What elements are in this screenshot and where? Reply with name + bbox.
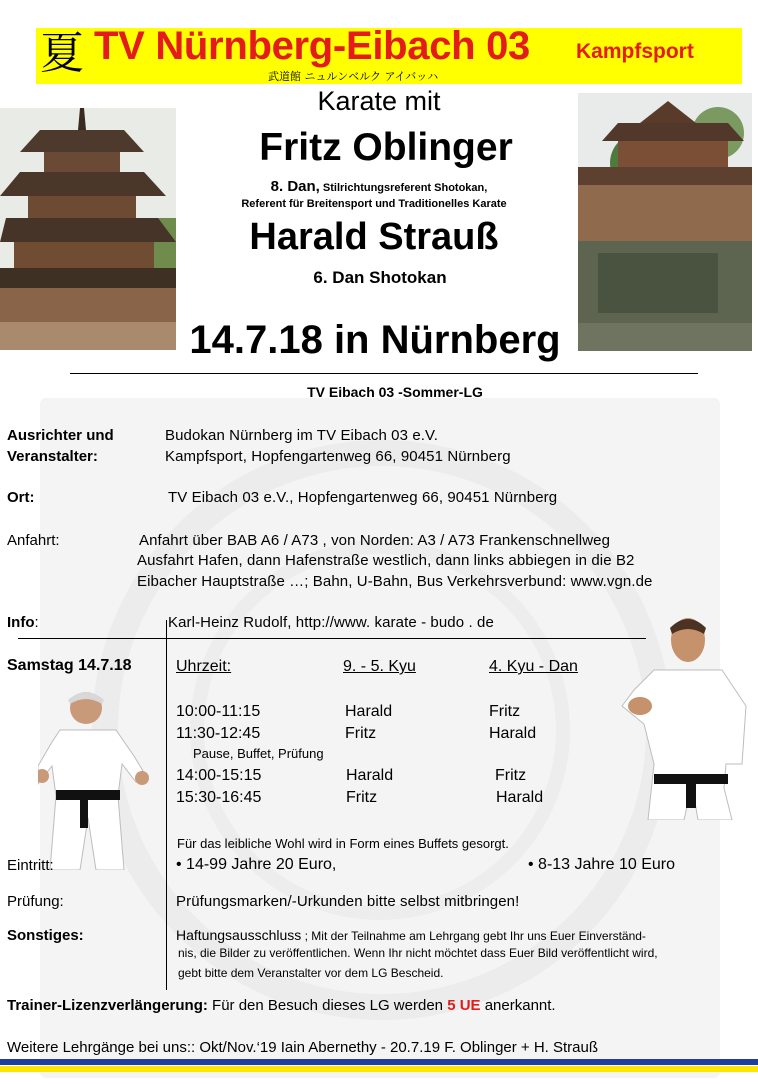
organizer-label-1: Ausrichter und: [7, 427, 114, 444]
schedule-group1-header: 9. - 5. Kyu: [343, 658, 416, 675]
karateka-photo-left: [38, 686, 150, 870]
misc-line-1: [176, 927, 646, 945]
organizer-value-2: Kampfsport, Hopfengartenweg 66, 90451 Nürnberg: [165, 448, 511, 465]
schedule-row-2-group2: Harald: [489, 725, 537, 742]
schedule-row-3-group1: Harald: [346, 767, 394, 784]
fees-child: • 8-13 Jahre 10 Euro: [528, 856, 676, 873]
license-text-before: Für den Besuch dieses LG werden: [212, 997, 444, 1014]
trainer2-name: Harald Strauß: [249, 216, 499, 258]
club-title: TV Nürnberg-Eibach 03: [94, 24, 531, 68]
arrival-label: Anfahrt:: [7, 532, 60, 549]
schedule-row-2-group1: Fritz: [345, 725, 377, 742]
schedule-row-1-group2: Fritz: [489, 703, 521, 720]
summer-kanji: 夏: [40, 28, 84, 79]
japanese-subtitle: 武道館 ニュルンベルク アイバッハ: [268, 70, 439, 83]
event-date-place: 14.7.18 in Nürnberg: [189, 318, 561, 362]
misc-line-2: nis, die Bilder zu veröffentlichen. Wenn Ihr nicht möchtet dass Euer Bild veröffentlicht wird,: [178, 946, 658, 960]
schedule-row-4-group1: Fritz: [346, 789, 378, 806]
info-label-colon: :: [34, 614, 39, 631]
trainer1-name: Fritz Oblinger: [259, 126, 513, 169]
place-label: Ort:: [7, 489, 35, 506]
arrival-line-2: Ausfahrt Hafen, dann Hafenstraße westlich, dann links abbiegen in die B2: [137, 552, 635, 569]
schedule-row-3-group2: Fritz: [495, 767, 527, 784]
schedule-day-label: Samstag 14.7.18: [7, 657, 132, 674]
trainer1-role: Stilrichtungsreferent Shotokan,: [322, 182, 488, 194]
misc-label: Sonstiges:: [7, 927, 84, 944]
event-subtitle: TV Eibach 03 -Sommer-LG: [307, 384, 483, 400]
karateka-photo-right: [614, 614, 752, 820]
fees-label: Eintritt:: [7, 857, 54, 874]
exam-label: Prüfung:: [7, 893, 64, 910]
arrival-line-3: Eibacher Hauptstraße …; Bahn, U-Bahn, Bus Verkehrsverbund: www.vgn.de: [137, 573, 653, 590]
schedule-row-1-group1: Harald: [345, 703, 393, 720]
schedule-break-note: Pause, Buffet, Prüfung: [193, 746, 324, 761]
title-divider: [70, 373, 698, 374]
schedule-row-4-group2: Harald: [496, 789, 544, 806]
place-value: TV Eibach 03 e.V., Hopfengartenweg 66, 90451 Nürnberg: [168, 489, 558, 506]
info-label-line: [7, 614, 39, 631]
misc-line-3: gebt bitte dem Veranstalter vor dem LG Bescheid.: [178, 966, 444, 980]
footer-yellow-stripe: [0, 1066, 758, 1072]
liability-disclaimer-title: Haftungsausschluss: [176, 927, 302, 943]
schedule-row-1-time: 10:00-11:15: [176, 703, 261, 720]
footer-further-events: Weitere Lehrgänge bei uns:: Okt/Nov.‘19 Iain Abernethy - 20.7.19 F. Oblinger + H. Strauß: [7, 1039, 599, 1056]
schedule-row-2-time: 11:30-12:45: [176, 725, 261, 742]
schedule-row-4-time: 15:30-16:45: [176, 789, 262, 806]
exam-value: Prüfungsmarken/-Urkunden bitte selbst mitbringen!: [176, 893, 520, 910]
license-label: Trainer-Lizenzverlängerung:: [7, 997, 208, 1014]
trainer1-rank: 8. Dan,: [270, 178, 320, 195]
intro-text: Karate mit: [317, 86, 441, 116]
buffet-note: Für das leibliche Wohl wird in Form eines Buffets gesorgt.: [177, 836, 509, 851]
schedule-row-3-time: 14:00-15:15: [176, 767, 262, 784]
schedule-vertical-rule: [166, 620, 167, 990]
misc-line-1-text: ; Mit der Teilnahme am Lehrgang gebt Ihr uns Euer Einverständ-: [301, 929, 646, 943]
trainer2-rank: 6. Dan Shotokan: [313, 268, 447, 287]
trainer1-role2: Referent für Breitensport und Traditionelles Karate: [241, 198, 507, 210]
schedule-divider: [18, 638, 646, 639]
arrival-line-1: Anfahrt über BAB A6 / A73 , von Norden: A3 / A73 Frankenschnellweg: [139, 532, 611, 549]
license-units-highlight: 5 UE: [447, 997, 481, 1014]
schedule-group2-header: 4. Kyu - Dan: [489, 658, 578, 675]
footer-blue-stripe: [0, 1059, 758, 1065]
schedule-time-header: Uhrzeit:: [176, 658, 232, 675]
license-text-after: anerkannt.: [484, 997, 556, 1014]
trainer1-rank-line: [0, 178, 758, 195]
club-title-suffix: Kampfsport: [576, 40, 694, 63]
info-value: Karl-Heinz Rudolf, http://www. karate - budo . de: [168, 614, 494, 631]
fees-adult: • 14-99 Jahre 20 Euro,: [176, 856, 337, 873]
organizer-value-1: Budokan Nürnberg im TV Eibach 03 e.V.: [165, 427, 439, 444]
organizer-label-2: Veranstalter:: [7, 448, 98, 465]
license-line: [7, 997, 556, 1014]
info-label: Info: [7, 614, 35, 631]
